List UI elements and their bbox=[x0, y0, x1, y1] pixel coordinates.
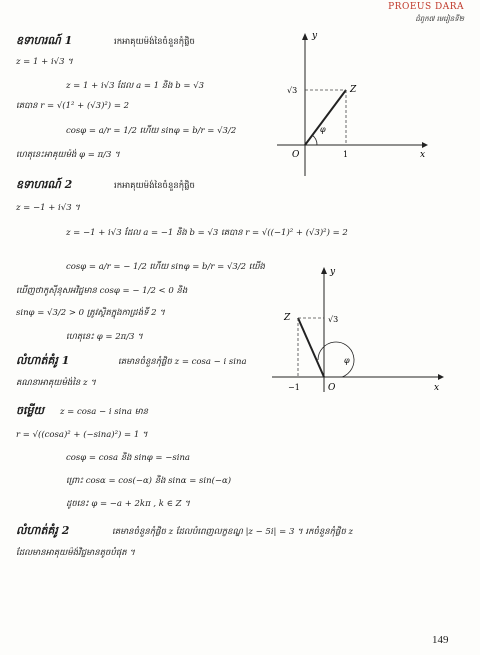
angle-phi-label: φ bbox=[344, 356, 350, 365]
origin-label: O bbox=[292, 150, 300, 160]
example2-line5: ហេតុនេះ φ = 2π/3 ។ bbox=[66, 332, 143, 342]
point-z-label: Z bbox=[284, 313, 291, 323]
solution-line2: ព្រោះ cosα = cos(−α) និង sinα = sin(−α) bbox=[66, 476, 232, 486]
practice1-task: គេមានចំនួនកុំផ្លិច z = cosa − i sina bbox=[118, 357, 247, 367]
tick-minus1-label: −1 bbox=[288, 383, 300, 392]
tick-sqrt3-label: √3 bbox=[287, 86, 298, 95]
example1-line4: ហេតុនេះអាគុយម៉ង់ φ = π/3 ។ bbox=[16, 150, 120, 160]
example2-line4: sinφ = √3/2 > 0 ត្រូវស្ថិតក្នុងកាដ្រង់ទី 2 ។ bbox=[16, 308, 165, 318]
chapter-label: ជំពូក៧ មេរៀនទី២ bbox=[415, 15, 464, 23]
page-number: 149 bbox=[432, 634, 449, 646]
angle-phi-label: φ bbox=[320, 125, 326, 134]
diagram-second-quadrant bbox=[262, 262, 448, 402]
practice2-question: ដែលមានអាគុយម៉ង់វិជ្ជមានតូចបំផុត ។ bbox=[16, 548, 135, 558]
example2-line2: cosφ = a/r = − 1/2 ហើយ sinφ = b/r = √3/2 យើង bbox=[66, 262, 265, 272]
example2-title: ឧទាហរណ៍ 2 bbox=[16, 178, 73, 191]
header-brand: PROEUS DARA bbox=[388, 2, 464, 12]
diagram-first-quadrant bbox=[272, 30, 432, 180]
point-z-label: Z bbox=[350, 85, 357, 95]
example1-line3: cosφ = a/r = 1/2 ហើយ sinφ = b/r = √3/2 bbox=[66, 126, 237, 136]
axis-y-label: y bbox=[312, 31, 318, 41]
example1-task: រកអាគុយម៉ង់នៃចំនួនកុំផ្លិច bbox=[114, 37, 195, 47]
tick-sqrt3-label: √3 bbox=[328, 315, 339, 324]
example1-line1: z = 1 + i√3 ដែល a = 1 និង b = √3 bbox=[66, 81, 205, 91]
practice2-task: គេមានចំនួនកុំផ្លិច z ដែលបំពេញលក្ខខណ្ឌ |z − 5i| = 3 ។ រកចំនួនកុំផ្លិច z bbox=[112, 527, 354, 537]
example1-line2: គេបាន r = √(1² + (√3)²) = 2 bbox=[16, 101, 130, 111]
solution-r: r = √((cosa)² + (−sina)²) = 1 ។ bbox=[16, 430, 148, 440]
solution-z: z = cosa − i sina មាន bbox=[60, 407, 149, 417]
solution-title: ចម្លើយ bbox=[16, 404, 44, 417]
axis-y-label: y bbox=[330, 267, 336, 277]
axis-x-label: x bbox=[420, 150, 426, 160]
practice2-title: លំហាត់គំរូ 2 bbox=[16, 524, 70, 537]
solution-line3: ដូចនេះ φ = −a + 2kπ , k ∈ Z ។ bbox=[66, 499, 190, 509]
example1-z: z = 1 + i√3 ។ bbox=[16, 57, 73, 67]
tick-one-label: 1 bbox=[343, 150, 349, 159]
practice1-title: លំហាត់គំរូ 1 bbox=[16, 354, 70, 367]
example1-title: ឧទាហរណ៍ 1 bbox=[16, 34, 73, 47]
example2-task: រកអាគុយម៉ង់នៃចំនួនកុំផ្លិច bbox=[114, 181, 195, 191]
practice1-question: គណនាអាគុយម៉ង់នៃ z ។ bbox=[16, 378, 96, 388]
example2-line1: z = −1 + i√3 ដែល a = −1 និង b = √3 គេបាន r = √((−1)² + (√3)²) = 2 bbox=[66, 228, 348, 238]
solution-line1: cosφ = cosa និង sinφ = −sina bbox=[66, 453, 190, 463]
origin-label: O bbox=[328, 383, 336, 393]
axis-x-label: x bbox=[434, 383, 440, 393]
example2-line3: ឃើញថាកូស៊ីនុសអវិជ្ជមាន cosφ = − 1/2 < 0 និង bbox=[16, 286, 188, 296]
example2-z: z = −1 + i√3 ។ bbox=[16, 203, 80, 213]
